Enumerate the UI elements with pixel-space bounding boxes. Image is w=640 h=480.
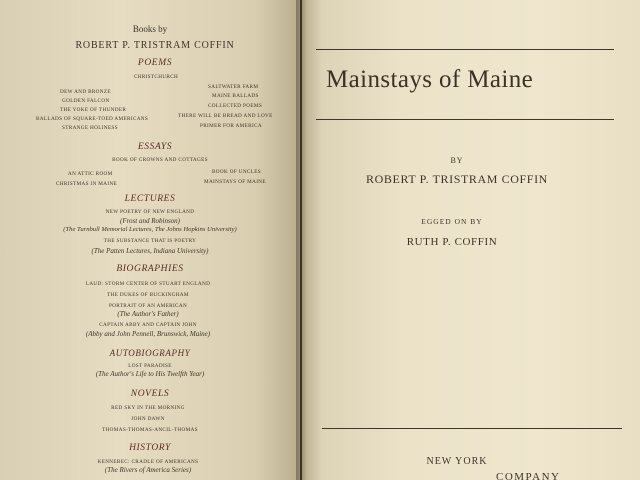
biographies-line: (Abby and John Pennell, Brunswick, Maine): [85, 330, 211, 338]
essays-right-item: BOOK OF UNCLES: [212, 169, 261, 175]
essays-right-item: MAINSTAYS OF MAINE: [204, 179, 266, 185]
book-gutter-shadow: [296, 0, 306, 480]
title-bottom-rule: [316, 119, 614, 120]
egged-on-by-label: EGGED ON BY: [421, 217, 483, 226]
lectures-line: NEW POETRY OF NEW ENGLAND: [105, 209, 195, 215]
lectures-line: (The Patten Lectures, Indiana University): [91, 247, 209, 255]
biographies-line: PORTRAIT OF AN AMERICAN: [108, 303, 188, 309]
books-by-label: Books by: [132, 24, 168, 34]
autobiography-heading: AUTOBIOGRAPHY: [109, 348, 191, 358]
essays-center-title: BOOK OF CROWNS AND COTTAGES: [112, 157, 208, 163]
biographies-heading: BIOGRAPHIES: [116, 264, 184, 274]
novels-heading: NOVELS: [130, 389, 170, 399]
autobiography-line: LOST PARADISE: [128, 363, 172, 369]
biographies-line: (The Author's Father): [117, 310, 179, 318]
poems-right-item: PRIMER FOR AMERICA: [200, 123, 262, 129]
poems-left-item: GOLDEN FALCON: [62, 98, 110, 104]
poems-heading: POEMS: [137, 58, 173, 68]
poems-left-item: DEW AND BRONZE: [60, 89, 111, 95]
novels-line: THOMAS-THOMAS-ANCIL-THOMAS: [102, 427, 198, 433]
poems-right-item: MAINE BALLADS: [212, 93, 259, 99]
left-author-name: ROBERT P. TRISTRAM COFFIN: [75, 40, 235, 51]
autobiography-line: (The Author's Life to His Twelfth Year): [95, 370, 205, 378]
title-top-rule: [316, 49, 614, 50]
coauthor-name: RUTH P. COFFIN: [406, 236, 498, 248]
poems-left-item: THE YOKE OF THUNDER: [60, 107, 127, 113]
poems-left-item: STRANGE HOLINESS: [62, 125, 118, 131]
poems-right-item: COLLECTED POEMS: [208, 103, 263, 109]
history-heading: HISTORY: [129, 443, 171, 453]
lectures-line: (The Turnbull Memorial Lectures, The Johns Hopkins University): [63, 226, 237, 233]
novels-line: JOHN DAWN: [131, 416, 165, 422]
essays-left-item: CHRISTMAS IN MAINE: [56, 181, 118, 187]
right-page: [302, 0, 640, 480]
publisher-city: NEW YORK: [426, 456, 488, 467]
right-author-name: ROBERT P. TRISTRAM COFFIN: [366, 172, 548, 186]
publisher-rule: [322, 428, 622, 429]
lectures-line: THE SUBSTANCE THAT IS POETRY: [103, 238, 197, 244]
biographies-line: CAPTAIN ABBY AND CAPTAIN JOHN: [99, 322, 197, 328]
book-title: Mainstays of Maine: [326, 66, 534, 93]
biographies-line: LAUD: STORM CENTER OF STUART ENGLAND: [85, 281, 211, 287]
poems-right-item: SALTWATER FARM: [208, 84, 259, 90]
poems-right-item: THERE WILL BE BREAD AND LOVE: [178, 113, 273, 119]
history-line: KENNEBEC: CRADLE OF AMERICANS: [97, 459, 199, 465]
publisher-name-partial: COMPANY: [496, 471, 561, 480]
lectures-line: (Frost and Robinson): [119, 217, 181, 225]
by-label: BY: [450, 156, 464, 165]
history-line: (The Rivers of America Series): [104, 466, 192, 474]
essays-left-item: AN ATTIC ROOM: [68, 171, 113, 177]
poems-center-title: CHRISTCHURCH: [133, 74, 179, 80]
left-page: [0, 0, 300, 480]
lectures-heading: LECTURES: [124, 194, 176, 204]
novels-line: RED SKY IN THE MORNING: [111, 405, 185, 411]
poems-left-item: BALLADS OF SQUARE-TOED AMERICANS: [36, 116, 149, 122]
essays-heading: ESSAYS: [137, 142, 173, 152]
biographies-line: THE DUKES OF BUCKINGHAM: [107, 292, 189, 298]
